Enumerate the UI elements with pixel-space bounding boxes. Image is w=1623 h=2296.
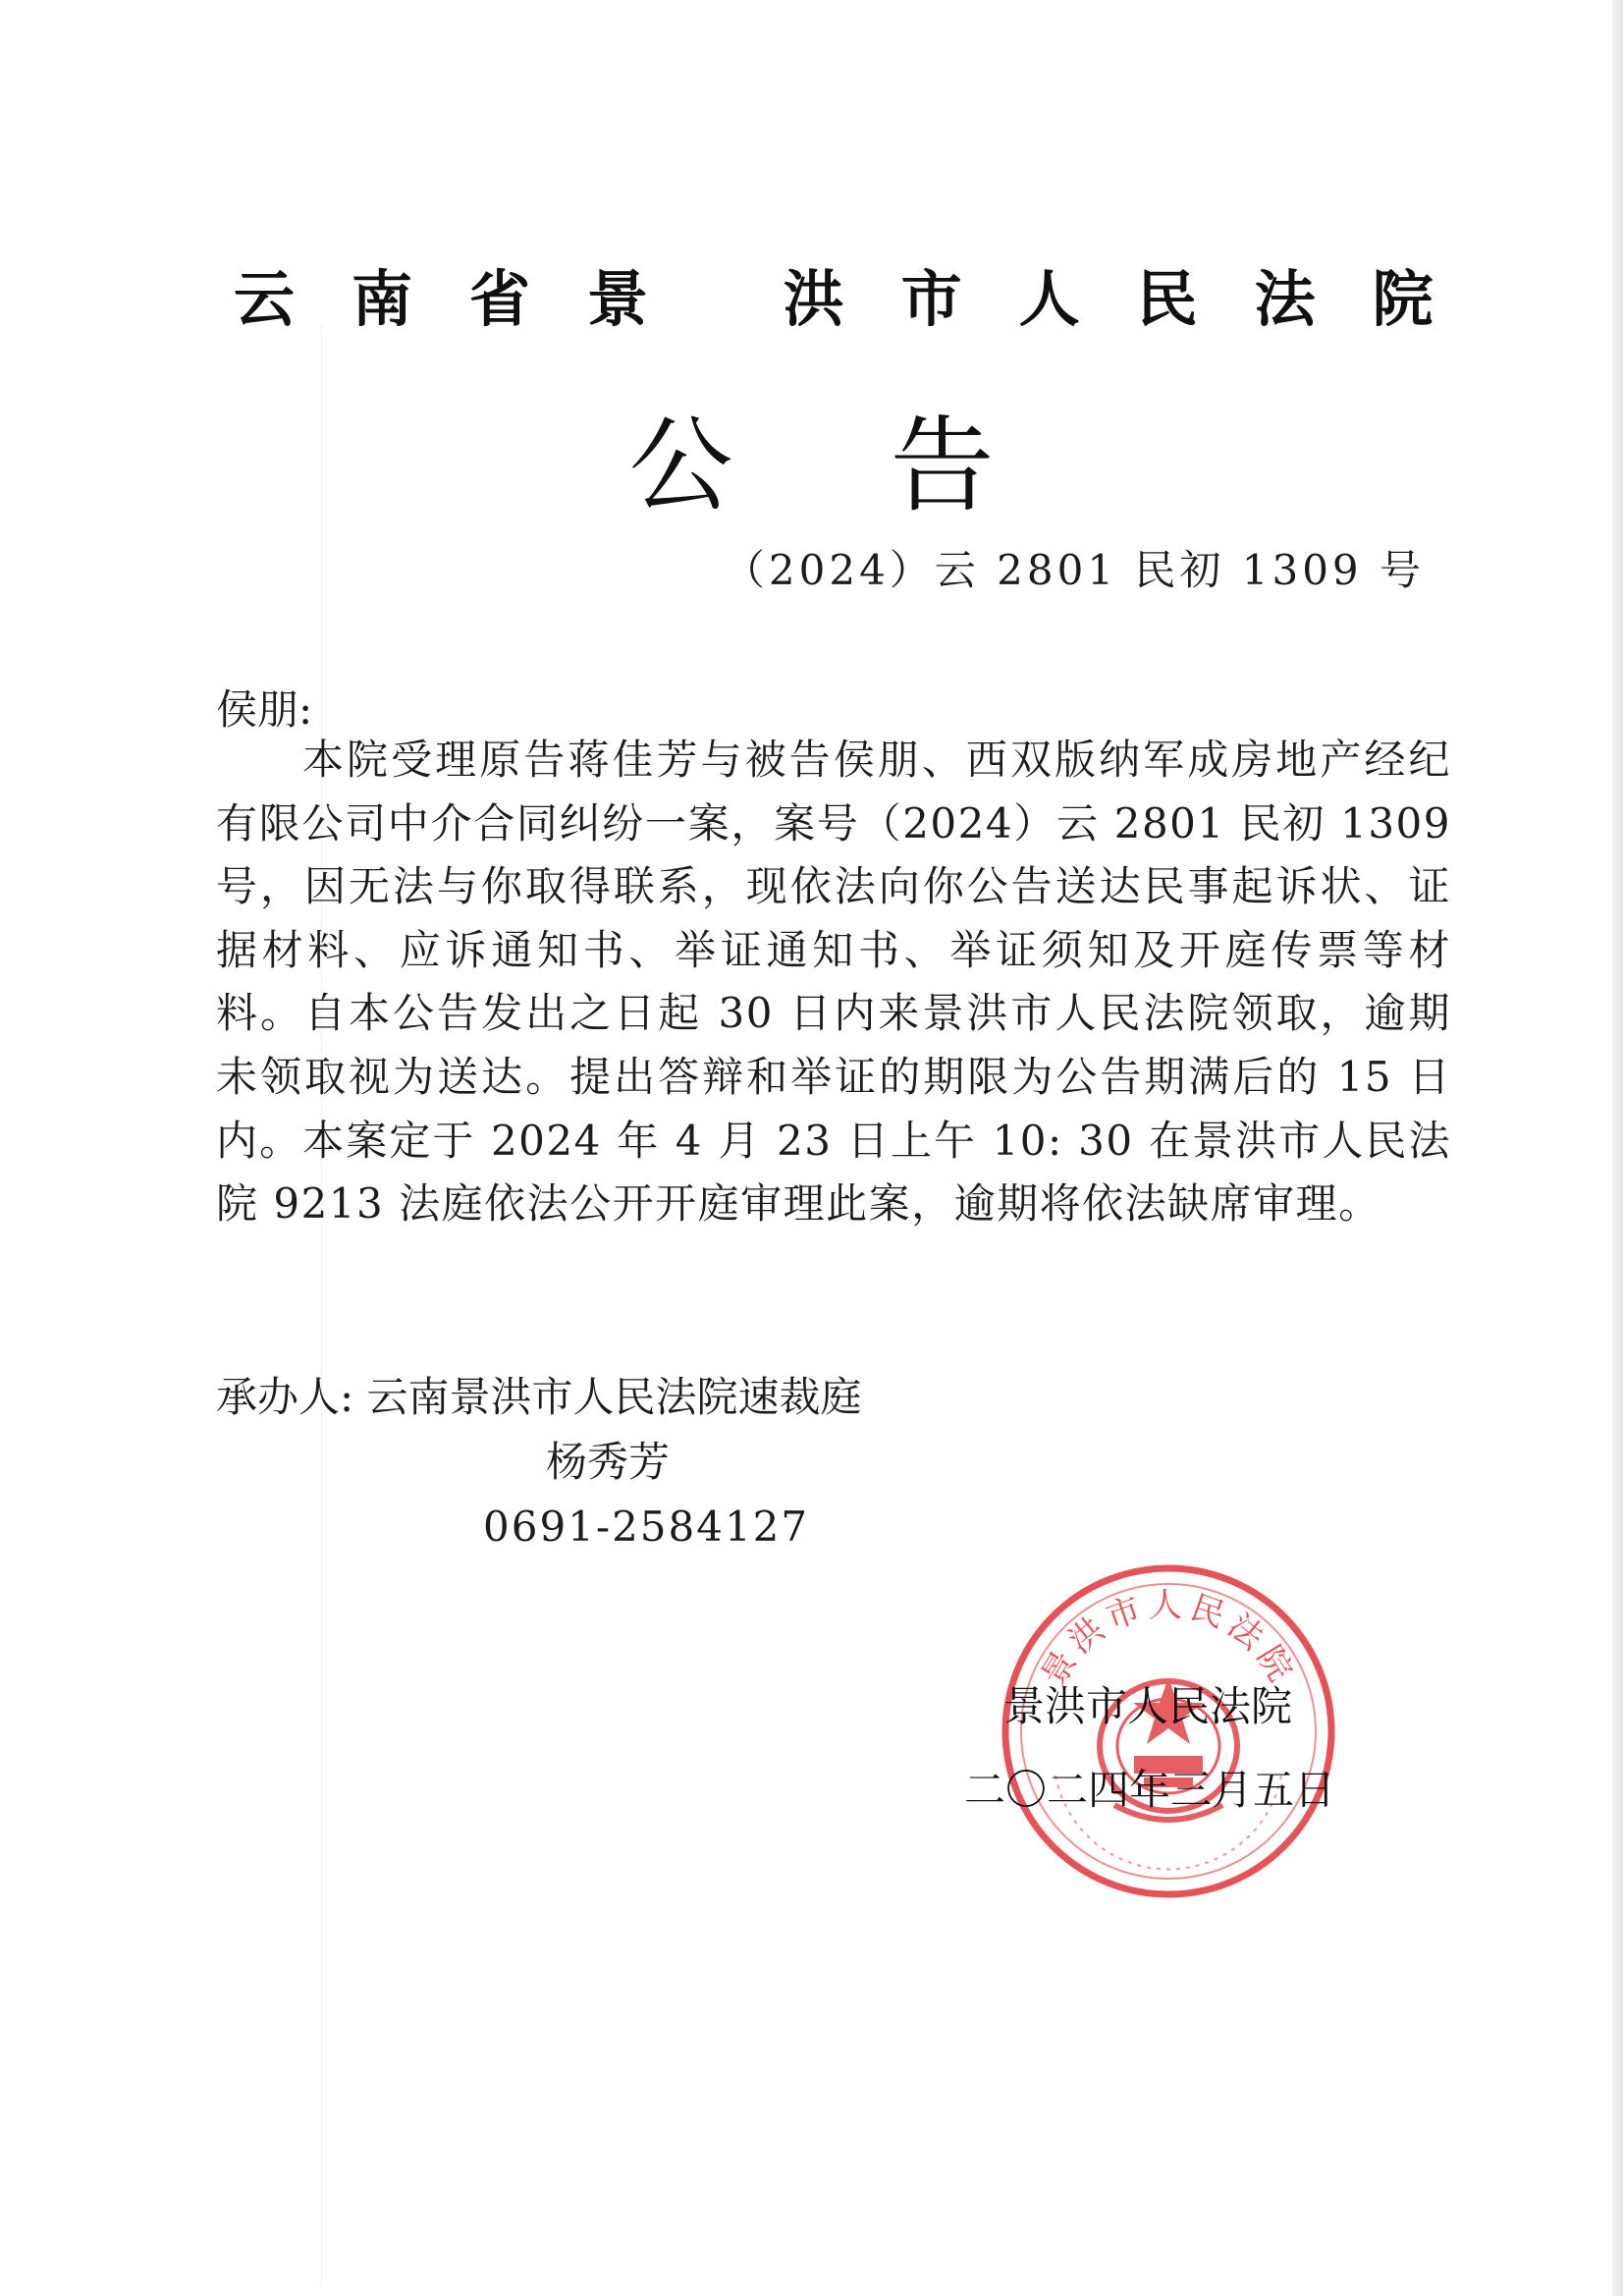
notice-body-paragraph: 本院受理原告蒋佳芳与被告侯朋、西双版纳军成房地产经纪有限公司中介合同纠纷一案，案号（2024）云 2801 民初 1309 号，因无法与你取得联系，现依法向你公告送达民事起诉状、证据材料、应诉通知书、举证通知书、举证须知及开庭传票等材料。自本公告发出之日起 30 日内来景洪市人民法院领取，逾期未领取视为送达。提出答辩和举证的期限为公告期满后的 15 日内。本案定于 2024 年 4 月 23 日上午 10: 30 在景洪市人民法院 9213 法庭依法公开开庭审理此案，逾期将依法缺席审理。 — [216, 736, 1451, 1229]
handler-name: 杨秀芳 — [546, 1438, 671, 1486]
notice-title: 公告 — [628, 406, 1152, 526]
handler-label: 承办人: — [216, 1373, 354, 1421]
handler-phone: 0691-2584127 — [483, 1503, 810, 1551]
seal-text: 景洪市人民法院 — [1034, 1586, 1303, 1694]
handler-block — [216, 1365, 862, 1559]
handler-department: 云南景洪市人民法院速裁庭 — [366, 1373, 862, 1421]
addressee: 侯朋: — [216, 685, 313, 734]
signing-date: 二〇二四年三月五日 — [964, 1766, 1336, 1814]
case-number: （2024）云 2801 民初 1309 号 — [723, 546, 1425, 594]
scan-artifact-line — [321, 324, 322, 2288]
court-name-heading: 云南省景 洪市人民法院 — [234, 263, 1490, 335]
signing-court: 景洪市人民法院 — [1003, 1682, 1293, 1730]
handler-row — [216, 1365, 862, 1430]
scan-page-edge — [1612, 0, 1623, 2296]
